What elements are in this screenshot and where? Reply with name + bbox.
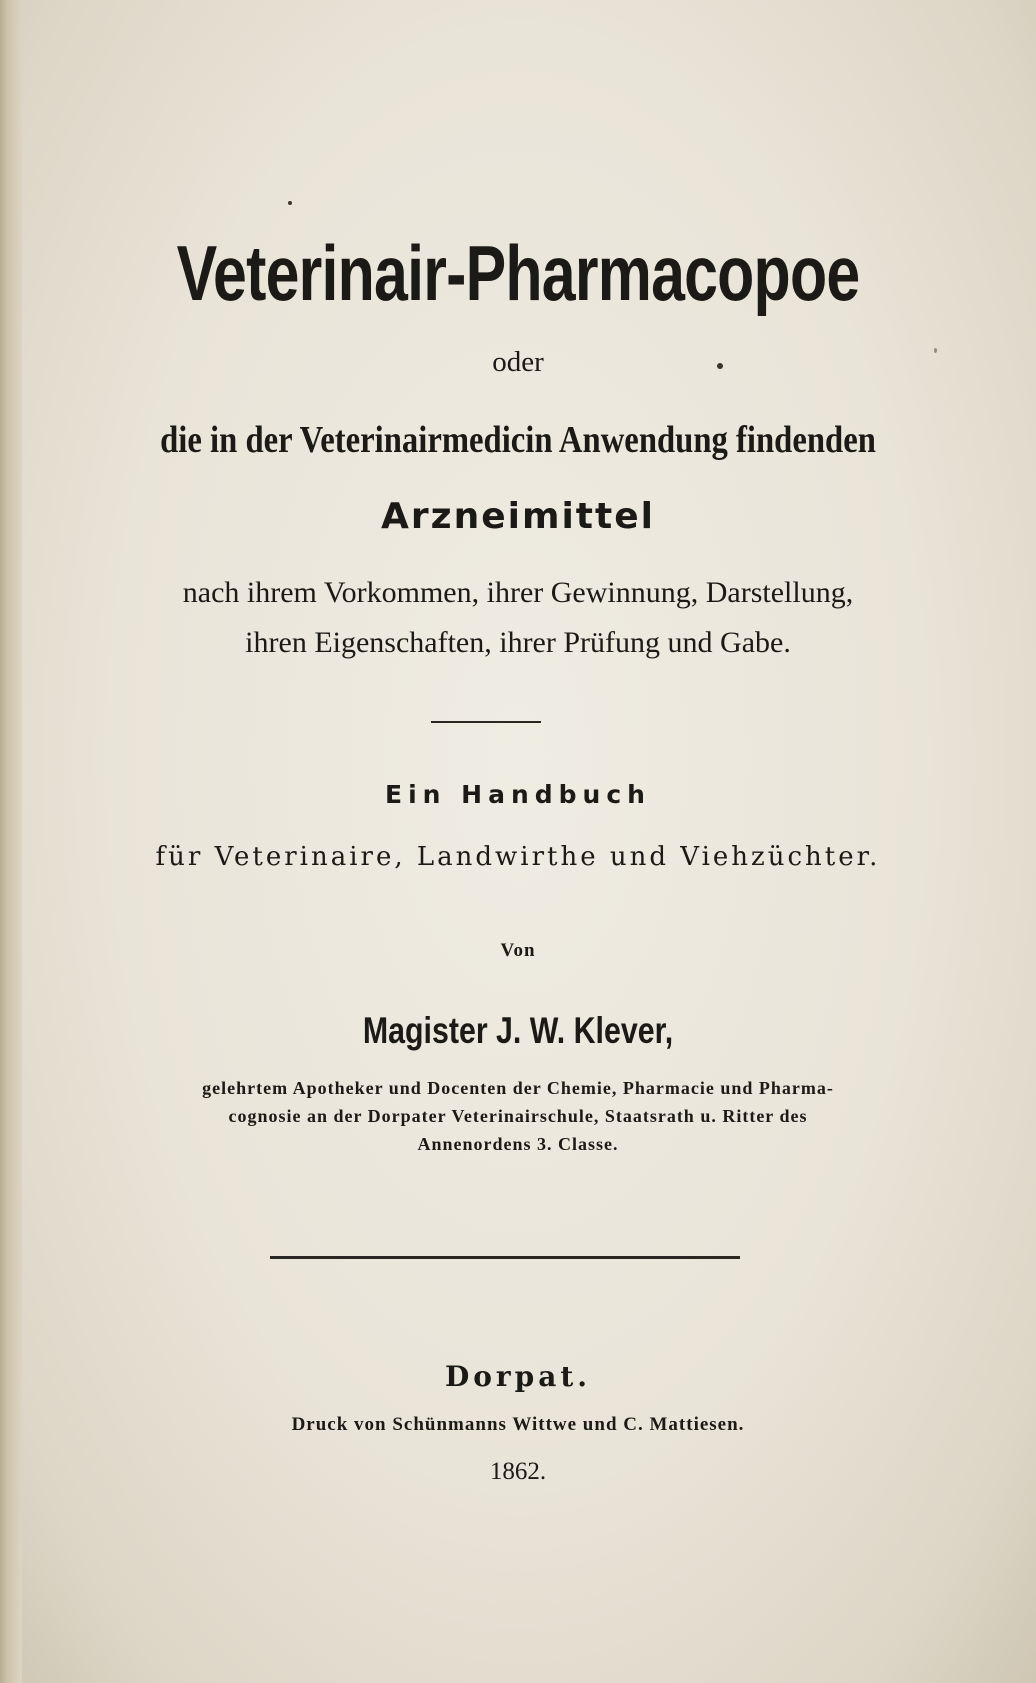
- long-divider: [270, 1256, 740, 1259]
- by-label: Von: [500, 940, 536, 961]
- description-line-1: nach ihrem Vorkommen, ihrer Gewinnung, Darstellung,: [182, 576, 854, 609]
- main-subject: Arzneimittel: [381, 496, 655, 537]
- publication-place: Dorpat.: [444, 1360, 592, 1393]
- publication-year: 1862.: [489, 1458, 547, 1485]
- author-name: Magister J. W. Klever,: [362, 1010, 674, 1051]
- book-title: Veterinair-Pharmacopoe: [176, 229, 860, 317]
- ink-speck: [288, 201, 292, 205]
- short-divider: [431, 721, 541, 723]
- connector-word: oder: [492, 346, 544, 378]
- audience-line: für Veterinaire, Landwirthe und Viehzüchter.: [155, 842, 881, 872]
- affiliation-line-3: Annenordens 3. Classe.: [417, 1134, 619, 1154]
- description-line-2: ihren Eigenschaften, ihrer Prüfung und Gabe.: [245, 626, 791, 659]
- affiliation-line-1: gelehrtem Apotheker und Docenten der Chemie, Pharmacie und Pharma-: [202, 1078, 834, 1098]
- ink-speck: [717, 363, 723, 369]
- affiliation-line-2: cognosie an der Dorpater Veterinairschule, Staatsrath u. Ritter des: [228, 1106, 808, 1126]
- bleed-through-text: [110, 540, 116, 567]
- ink-speck: [934, 348, 937, 353]
- gothic-subtitle: die in der Veterinairmedicin Anwendung findenden: [160, 419, 876, 461]
- handbook-label: Ein Handbuch: [385, 780, 651, 809]
- printer-line: Druck von Schünmanns Wittwe und C. Mattiesen.: [291, 1414, 745, 1435]
